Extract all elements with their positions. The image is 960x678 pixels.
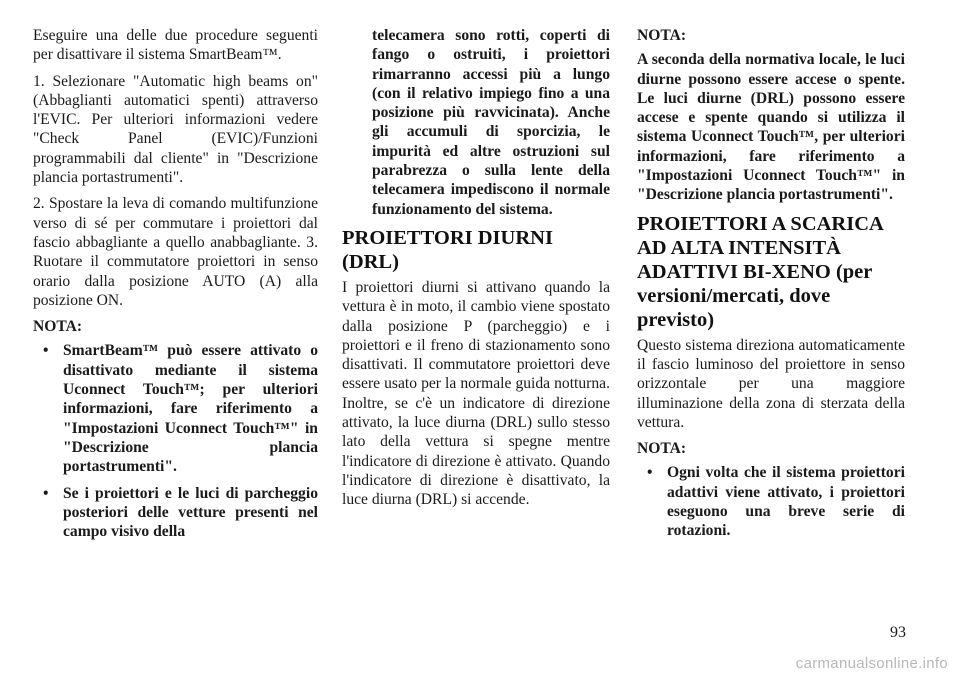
column-left [33,26,318,548]
step-1-paragraph: 1. Selezionare "Automatic high beams on" (Abbaglianti automatici spenti) attraverso l'EVIC. Per ulteriori informazioni vedere "Check Panel (EVIC)/Funzioni programmabili dal cliente" in "Descrizione plancia portastrumenti". [33,72,318,187]
bixeno-body-paragraph: Questo sistema direziona automaticamente il fascio luminoso del proiettore in senso orizzontale per una maggiore illuminazione della zona di sterzata della vettura. [637,336,905,431]
bullet-text: Se i proiettori e le luci di parcheggio posteriori delle vetture presenti nel campo visivo della [63,484,318,541]
bullet-item [637,463,905,540]
bullet-text: Ogni volta che il sistema proiettori adattivi viene attivato, i proiettori eseguono una breve serie di rotazioni. [667,464,905,540]
nota-label: NOTA: [33,318,83,336]
bullet-icon: • [43,342,49,360]
column-middle [342,26,610,517]
nota-label: NOTA: [637,27,687,44]
bullet-icon: • [647,464,653,482]
section-heading-bixeno: PROIETTORI A SCARICA AD ALTA INTENSITÀ ADATTIVI BI-XENO (per versioni/mercati, dove previsto) [637,212,883,331]
nota-label: NOTA: [637,440,687,458]
intro-paragraph: Eseguire una delle due procedure seguenti per disattivare il sistema SmartBeam™. [33,27,318,64]
step-2-paragraph: 2. Spostare la leva di comando multifunzione verso di sé per commutare i proiettori dal fascio abbagliante a quello anabbagliante. 3. Ruotare il commutatore proiettori in senso orario dalla posizione AUTO (A) alla posizione ON. [33,195,318,309]
bullet-icon: • [43,484,49,502]
section-heading-drl: PROIETTORI DIURNI (DRL) [342,226,553,273]
column-right [637,26,905,548]
bullet-text: SmartBeam™ può essere attivato o disattivato mediante il sistema Uconnect Touch™; per ulteriori informazioni, fare riferimento a "Impostazioni Uconnect Touch™" in "Descrizione plancia portastrumenti". [63,342,318,476]
bullet-item [33,484,318,542]
watermark: carmanualsonline.info [795,655,948,672]
bullet-item [33,341,318,476]
bullet-continuation: telecamera sono rotti, coperti di fango o ostruiti, i proiettori rimarranno accessi più a lungo (con il relativo impiego fino a una posizione più ravvicinata). Anche gli accumuli di sporcizia, le impurità ed altre ostruzioni sul parabrezza o sulla lente della telecamera impediscono il normale funzionamento del sistema. [372,27,610,218]
page-number: 93 [890,624,906,641]
nota-paragraph: A seconda della normativa locale, le luci diurne possono essere accese o spente. Le luci diurne (DRL) possono essere accese e spente quando si utilizza il sistema Uconnect Touch™, per ulteriori informazioni, fare riferimento a "Impostazioni Uconnect Touch™" in "Descrizione plancia portastrumenti". [637,51,905,204]
nota-bullet-list [33,341,318,541]
drl-body-paragraph: I proiettori diurni si attivano quando la vettura è in moto, il cambio viene spostato dalla posizione P (parcheggio) e i proiettori e il freno di stazionamento sono disattivati. Il commutatore proiettori deve essere usato per la normale guida notturna. Inoltre, se c'è un indicatore di direzione attivato, la luce diurna (DRL) sullo stesso lato della vettura si spegne mentre l'indicatore di direzione è attivato. Quando l'indicatore di direzione è disattivato, la luce diurna (DRL) si accende. [342,278,610,509]
nota-bullet-list [637,463,905,540]
